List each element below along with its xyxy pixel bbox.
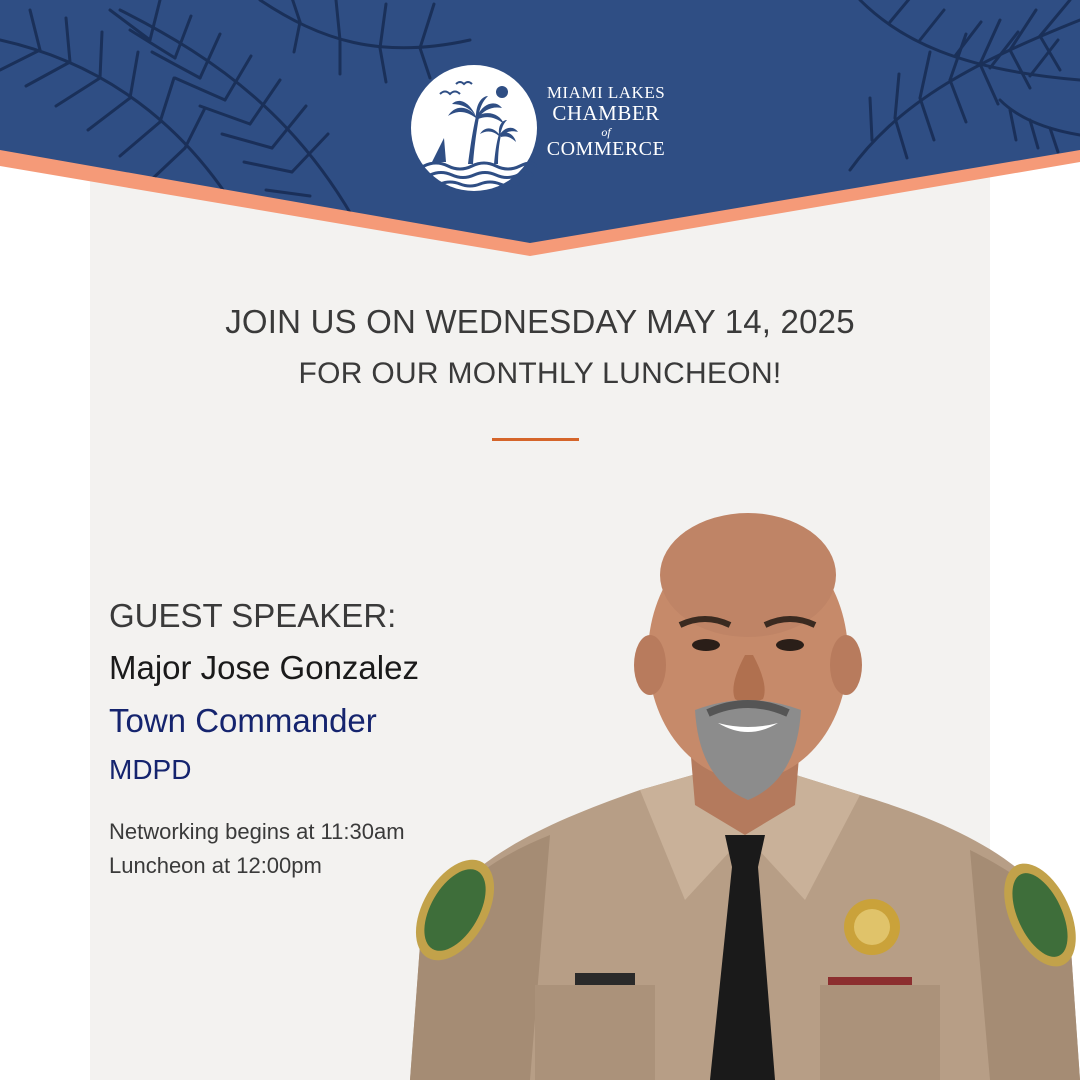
- luncheon-time: Luncheon at 12:00pm: [109, 853, 322, 878]
- event-date-heading: JOIN US ON WEDNESDAY MAY 14, 2025: [225, 303, 855, 340]
- speaker-name: Major Jose Gonzalez: [109, 649, 419, 686]
- logo-line-3: COMMERCE: [546, 138, 666, 160]
- sun-icon: [496, 86, 508, 98]
- logo-line-2: CHAMBER: [552, 101, 660, 125]
- speaker-photo: [410, 505, 1080, 1080]
- header-banner: [0, 0, 1080, 260]
- logo-line-1: MIAMI LAKES: [546, 83, 666, 102]
- speaker-title: Town Commander: [109, 702, 377, 739]
- networking-time: Networking begins at 11:30am: [109, 819, 405, 844]
- guest-speaker-label: GUEST SPEAKER:: [109, 597, 397, 634]
- logo-emblem: [410, 64, 538, 192]
- speaker-organization: MDPD: [109, 754, 192, 785]
- logo-wordmark: [536, 84, 676, 159]
- chamber-logo: [410, 64, 672, 196]
- event-type-heading: FOR OUR MONTHLY LUNCHEON!: [298, 357, 782, 390]
- heading-divider: [492, 438, 579, 441]
- logo-of: of: [601, 125, 611, 139]
